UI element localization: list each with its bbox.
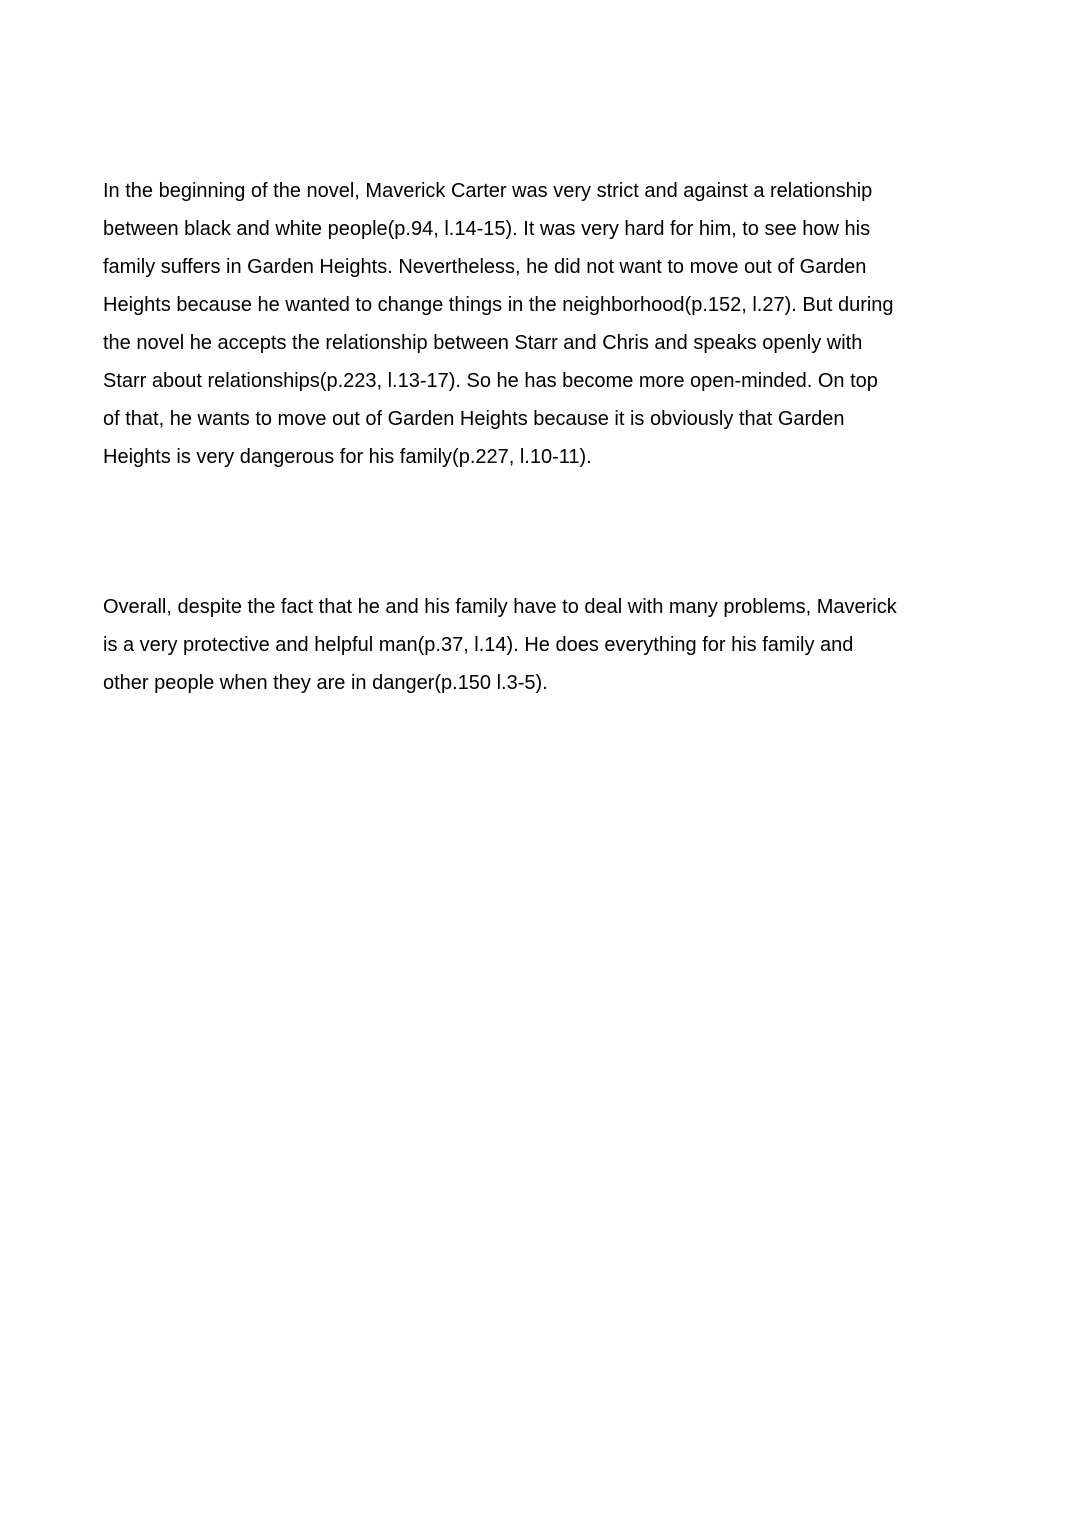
paragraph-line: the novel he accepts the relationship between Starr and Chris and speaks openly with [103,332,863,354]
paragraph-line: between black and white people(p.94, l.14-15). It was very hard for him, to see how his [103,218,871,240]
paragraph-line: Heights because he wanted to change things in the neighborhood(p.152, l.27). But during [103,294,894,316]
paragraph-line: of that, he wants to move out of Garden Heights because it is obviously that Garden [103,408,845,430]
paragraph-line: other people when they are in danger(p.150 l.3-5). [103,672,548,694]
paragraph-line: is a very protective and helpful man(p.37, l.14). He does everything for his family and [103,634,854,656]
paragraph-line: In the beginning of the novel, Maverick Carter was very strict and against a relationship [103,180,873,202]
paragraph-line: Starr about relationships(p.223, l.13-17). So he has become more open-minded. On top [103,370,878,392]
paragraph-line: Overall, despite the fact that he and his family have to deal with many problems, Maverick [103,596,897,618]
paragraph-line: family suffers in Garden Heights. Nevertheless, he did not want to move out of Garden [103,256,867,278]
paragraph-line: Heights is very dangerous for his family(p.227, l.10-11). [103,446,592,468]
paragraph-maverick-change [103,172,1003,476]
paragraph-conclusion [103,588,1003,702]
